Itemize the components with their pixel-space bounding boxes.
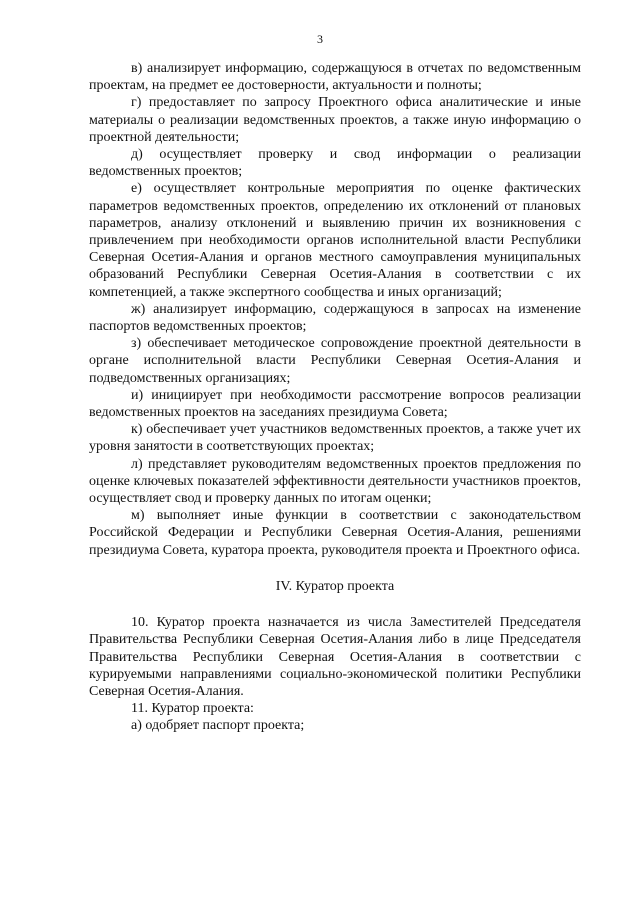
paragraph-z: з) обеспечивает методическое сопровождение проектной деятельности в органе исполнительной власти Республики Северная Осетия-Алания и подведомственных организациях; bbox=[89, 336, 581, 386]
paragraph-l: л) представляет руководителям ведомственных проектов предложения по оценке ключевых показателей эффективности деятельности участников проектов, осуществляет свод и проверку данных по итогам оценки; bbox=[89, 456, 581, 507]
paragraph-d: д) осуществляет проверку и свод информации о реализации ведомственных проектов; bbox=[89, 147, 581, 180]
paragraph-v: в) анализирует информацию, содержащуюся в отчетах по ведомственным проектам, на предмет ее достоверности, актуальности и полноты; bbox=[89, 61, 581, 94]
paragraph-11: 11. Куратор проекта: bbox=[131, 701, 254, 717]
page-number: 3 bbox=[317, 32, 323, 46]
paragraph-g: г) предоставляет по запросу Проектного офиса аналитические и иные материалы о реализации ведомственных проектов, а также иную информацию о проектной деятельности; bbox=[89, 95, 581, 145]
paragraph-e: е) осуществляет контрольные мероприятия по оценке фактических параметров ведомственных проектов, определению их отклонений от плановых параметров, анализу отклонений и выявлению причин их возникновения с привлечением при необходимости органов исполнительной власти Республики Северная Осетия-Алания и органов местного самоуправления муниципальных образований Республики Северная Осетия-Алания в соответствии с их компетенцией, а также экспертного сообщества и иных организаций; bbox=[89, 181, 581, 300]
paragraph-k: к) обеспечивает учет участников ведомственных проектов, а также учет их уровня занятости в соответствующих проектах; bbox=[89, 422, 581, 455]
paragraph-i: и) инициирует при необходимости рассмотрение вопросов реализации ведомственных проектов на заседаниях президиума Совета; bbox=[89, 387, 581, 421]
paragraph-a: а) одобряет паспорт проекта; bbox=[131, 718, 305, 734]
paragraph-zh: ж) анализирует информацию, содержащуюся в запросах на изменение паспортов ведомственных проектов; bbox=[89, 301, 581, 335]
document-body bbox=[89, 60, 581, 735]
section-title: IV. Куратор проекта bbox=[275, 578, 395, 594]
paragraph-10: 10. Куратор проекта назначается из числа Заместителей Председателя Правительства Республики Северная Осетия-Алания либо в лице Председателя Правительства Республики Северная Осетия-Алания в соответствии с курируемыми направлениями социально-экономической политики Республики Северная Осетия-Алания. bbox=[89, 615, 581, 699]
paragraph-m: м) выполняет иные функции в соответствии с законодательством Российской Федерации и Республики Северная Осетия-Алания, решениями президиума Совета, куратора проекта, руководителя проекта и Проектного офиса. bbox=[89, 508, 581, 558]
